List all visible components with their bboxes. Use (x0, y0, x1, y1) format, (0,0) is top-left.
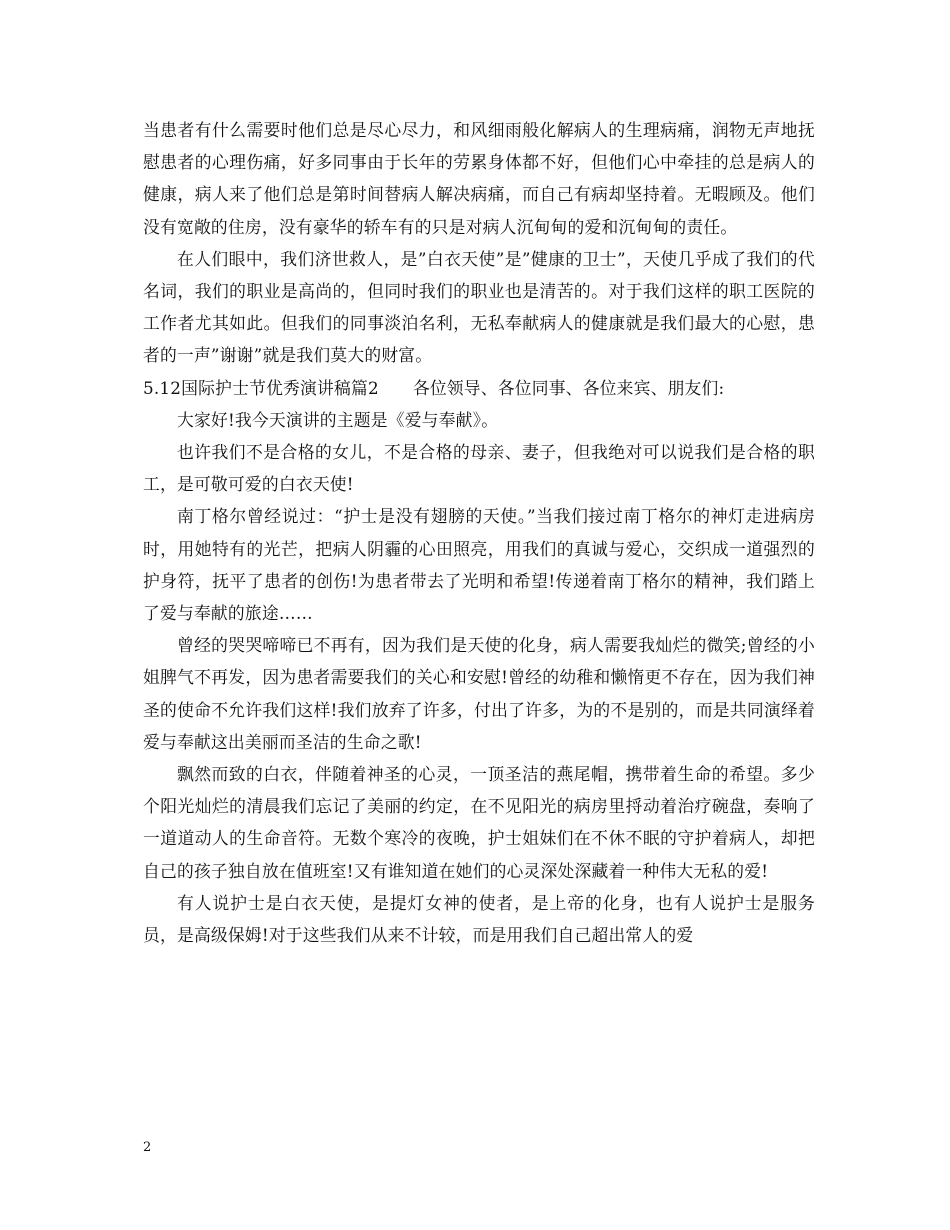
paragraph-changes: 曾经的哭哭啼啼已不再有，因为我们是天使的化身，病人需要我灿烂的微笑;曾经的小姐脾气不再发，因为患者需要我们的关心和安慰!曾经的幼稚和懒惰更不存在，因为我们神圣的使命不允许我们这样!我们放弃了许多，付出了许多，为的不是别的，而是共同演绎着爱与奉献这出美丽而圣洁的生命之歌! (143, 635, 815, 752)
page-number: 2 (143, 1140, 152, 1155)
paragraph-theme: 大家好!我今天演讲的主题是《爱与奉献》。 (177, 409, 499, 430)
speech-heading-line (143, 372, 815, 404)
speech-greeting: 各位领导、各位同事、各位来宾、朋友们: (412, 377, 725, 398)
paragraph-nurse-roles: 有人说护士是白衣天使，是提灯女神的使者，是上帝的化身，也有人说护士是服务员，是高级保姆!对于这些我们从来不计较，而是用我们自己超出常人的爱 (143, 892, 815, 946)
paragraph-nightingale: 南丁格尔曾经说过：“护士是没有翅膀的天使。”当我们接过南丁格尔的神灯走进病房时，用她特有的光芒，把病人阴霾的心田照亮，用我们的真诚与爱心，交织成一道强烈的护身符，抚平了患者的创伤!为患者带去了光明和希望!传递着南丁格尔的精神，我们踏上了爱与奉献的旅途…… (143, 506, 815, 624)
paragraph-continued: 当患者有什么需要时他们总是尽心尽力，和风细雨般化解病人的生理病痛，润物无声地抚慰患者的心理伤痛，好多同事由于长年的劳累身体都不好，但他们心中牵挂的总是病人的健康，病人来了他们总是第时间替病人解决病痛，而自己有病却坚持着。无暇顾及。他们没有宽敞的住房，没有豪华的轿车有的只是对病人沉甸甸的爱和沉甸甸的责任。 (143, 120, 815, 237)
paragraph-white-coat: 飘然而致的白衣，伴随着神圣的心灵，一顶圣洁的燕尾帽，携带着生命的希望。多少个阳光灿烂的清晨我们忘记了美丽的约定，在不见阳光的病房里捋动着治疗碗盘，奏响了一道道动人的生命音符。无数个寒冷的夜晚，护士姐妹们在不休不眠的守护着病人，却把自己的孩子独自放在值班室!又有谁知道在她们的心灵深处深藏着一种伟大无私的爱! (143, 764, 815, 881)
speech-title: 5.12国际护士节优秀演讲稿篇2 (143, 377, 379, 398)
paragraph-qualified-staff: 也许我们不是合格的女儿，不是合格的母亲、妻子，但我绝对可以说我们是合格的职工，是可敬可爱的白衣天使! (143, 442, 815, 495)
paragraph-angel-role: 在人们眼中，我们济世救人，是”白衣天使”是”健康的卫士”，天使几乎成了我们的代名词，我们的职业是高尚的，但同时我们的职业也是清苦的。对于我们这样的职工医院的工作者尤其如此。但我们的同事淡泊名利，无私奉献病人的健康就是我们最大的心慰，患者的一声”谢谢”就是我们莫大的财富。 (143, 248, 815, 366)
document-body (143, 114, 815, 951)
